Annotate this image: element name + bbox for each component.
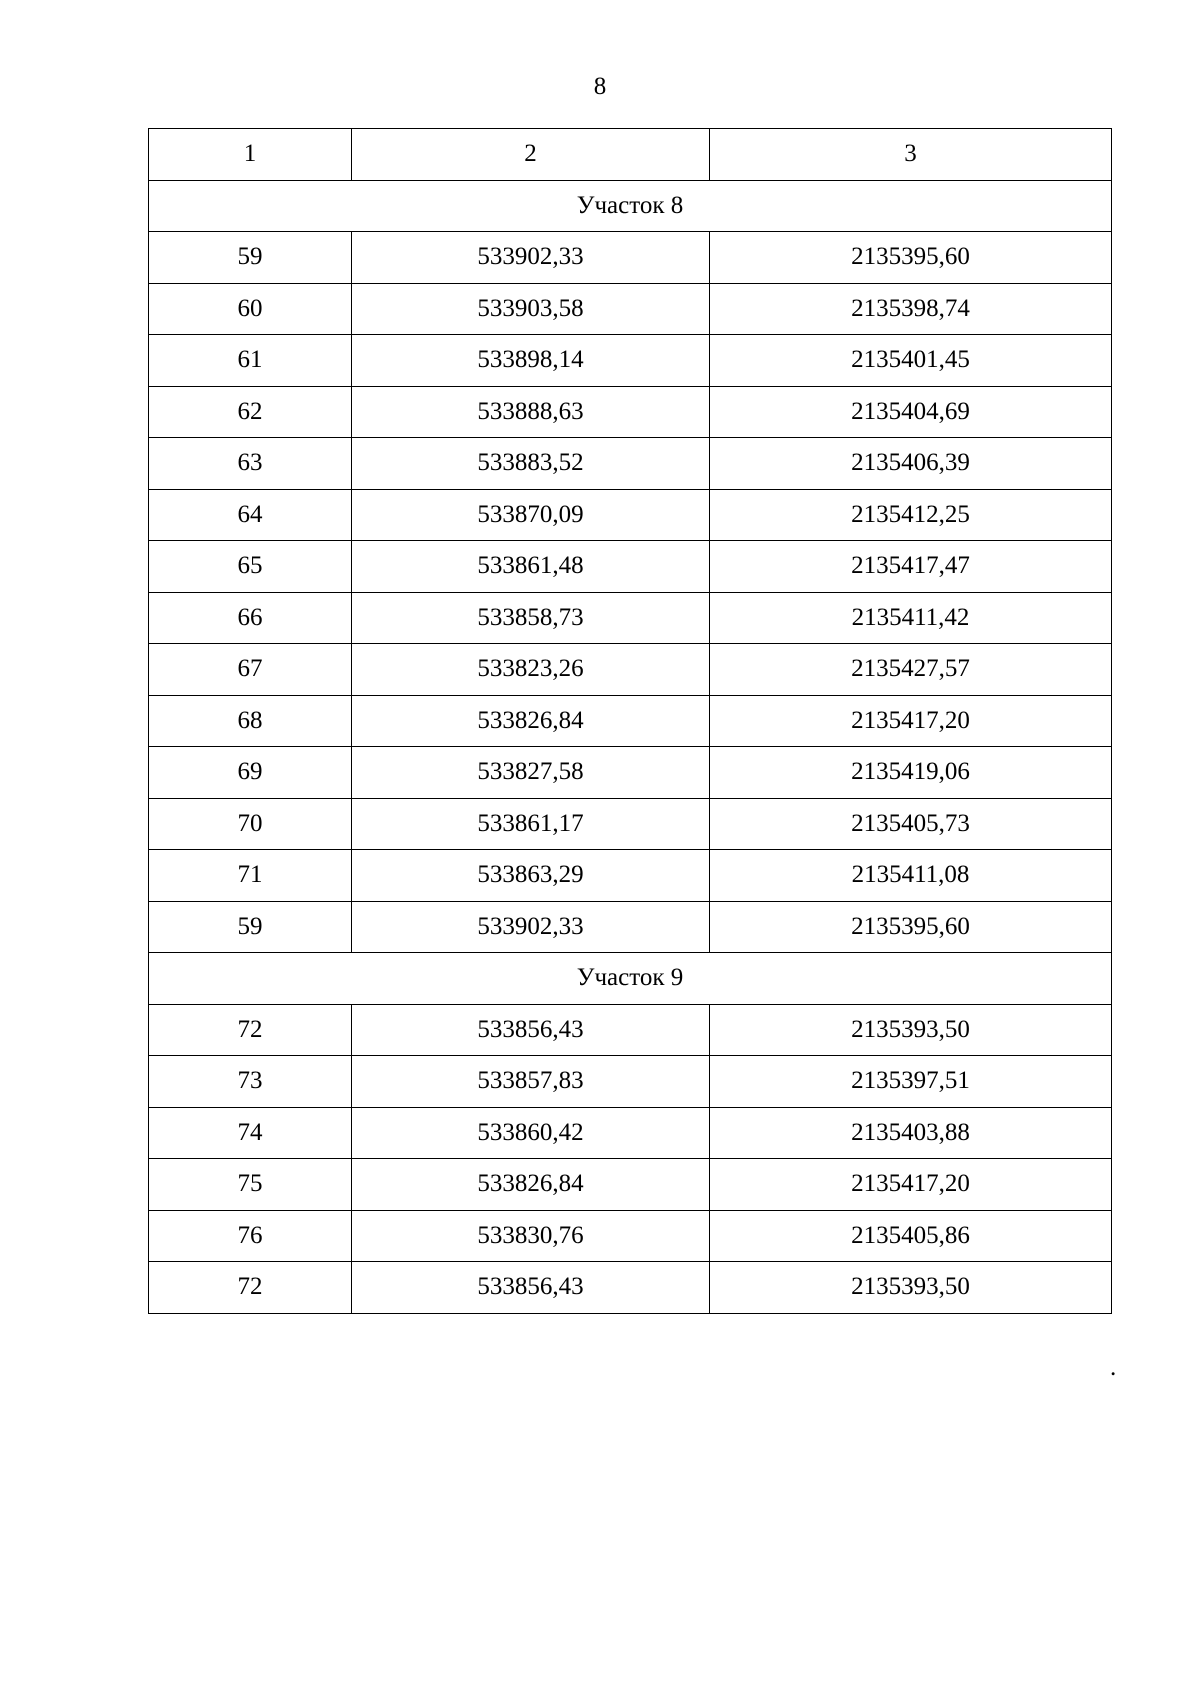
point-number-cell: 75 <box>149 1159 352 1211</box>
x-coordinate-cell: 533826,84 <box>352 1159 710 1211</box>
table-row <box>149 695 1112 747</box>
table-row <box>149 232 1112 284</box>
table-row <box>149 1107 1112 1159</box>
table-row <box>149 1159 1112 1211</box>
table-row <box>149 438 1112 490</box>
x-coordinate-cell: 533861,17 <box>352 798 710 850</box>
table-row <box>149 335 1112 387</box>
point-number-cell: 63 <box>149 438 352 490</box>
x-coordinate-cell: 533883,52 <box>352 438 710 490</box>
x-coordinate-cell: 533856,43 <box>352 1004 710 1056</box>
table-row <box>149 1262 1112 1314</box>
point-number-cell: 74 <box>149 1107 352 1159</box>
y-coordinate-cell: 2135393,50 <box>710 1262 1112 1314</box>
page-number: 8 <box>593 73 607 100</box>
point-number-cell: 60 <box>149 283 352 335</box>
table-row <box>149 489 1112 541</box>
point-number-cell: 67 <box>149 644 352 696</box>
coordinates-table <box>148 128 1112 1314</box>
table-header-row <box>149 129 1112 181</box>
y-coordinate-cell: 2135405,73 <box>710 798 1112 850</box>
x-coordinate-cell: 533903,58 <box>352 283 710 335</box>
point-number-cell: 66 <box>149 592 352 644</box>
table-row <box>149 1056 1112 1108</box>
x-coordinate-cell: 533858,73 <box>352 592 710 644</box>
y-coordinate-cell: 2135419,06 <box>710 747 1112 799</box>
point-number-cell: 73 <box>149 1056 352 1108</box>
x-coordinate-cell: 533860,42 <box>352 1107 710 1159</box>
table-row <box>149 644 1112 696</box>
section-title: Участок 8 <box>149 180 1112 232</box>
y-coordinate-cell: 2135427,57 <box>710 644 1112 696</box>
point-number-cell: 71 <box>149 850 352 902</box>
section-title: Участок 9 <box>149 953 1112 1005</box>
table-row <box>149 747 1112 799</box>
point-number-cell: 65 <box>149 541 352 593</box>
y-coordinate-cell: 2135398,74 <box>710 283 1112 335</box>
x-coordinate-cell: 533856,43 <box>352 1262 710 1314</box>
header-cell-2: 2 <box>352 129 710 181</box>
y-coordinate-cell: 2135393,50 <box>710 1004 1112 1056</box>
y-coordinate-cell: 2135411,42 <box>710 592 1112 644</box>
header-cell-1: 1 <box>149 129 352 181</box>
y-coordinate-cell: 2135404,69 <box>710 386 1112 438</box>
point-number-cell: 64 <box>149 489 352 541</box>
point-number-cell: 59 <box>149 232 352 284</box>
point-number-cell: 68 <box>149 695 352 747</box>
table-row <box>149 901 1112 953</box>
y-coordinate-cell: 2135417,47 <box>710 541 1112 593</box>
point-number-cell: 72 <box>149 1004 352 1056</box>
y-coordinate-cell: 2135397,51 <box>710 1056 1112 1108</box>
x-coordinate-cell: 533826,84 <box>352 695 710 747</box>
point-number-cell: 76 <box>149 1210 352 1262</box>
x-coordinate-cell: 533830,76 <box>352 1210 710 1262</box>
y-coordinate-cell: 2135417,20 <box>710 695 1112 747</box>
x-coordinate-cell: 533888,63 <box>352 386 710 438</box>
section-row <box>149 180 1112 232</box>
x-coordinate-cell: 533861,48 <box>352 541 710 593</box>
point-number-cell: 59 <box>149 901 352 953</box>
point-number-cell: 61 <box>149 335 352 387</box>
header-cell-3: 3 <box>710 129 1112 181</box>
table-row <box>149 283 1112 335</box>
x-coordinate-cell: 533902,33 <box>352 232 710 284</box>
x-coordinate-cell: 533902,33 <box>352 901 710 953</box>
table-row <box>149 386 1112 438</box>
x-coordinate-cell: 533857,83 <box>352 1056 710 1108</box>
trailing-mark: . <box>1110 1354 1117 1381</box>
x-coordinate-cell: 533827,58 <box>352 747 710 799</box>
point-number-cell: 72 <box>149 1262 352 1314</box>
x-coordinate-cell: 533898,14 <box>352 335 710 387</box>
point-number-cell: 62 <box>149 386 352 438</box>
y-coordinate-cell: 2135395,60 <box>710 232 1112 284</box>
y-coordinate-cell: 2135417,20 <box>710 1159 1112 1211</box>
x-coordinate-cell: 533870,09 <box>352 489 710 541</box>
table-row <box>149 541 1112 593</box>
table-row <box>149 1210 1112 1262</box>
y-coordinate-cell: 2135401,45 <box>710 335 1112 387</box>
y-coordinate-cell: 2135403,88 <box>710 1107 1112 1159</box>
y-coordinate-cell: 2135411,08 <box>710 850 1112 902</box>
table-row <box>149 592 1112 644</box>
coordinates-table-body <box>149 129 1112 1314</box>
y-coordinate-cell: 2135395,60 <box>710 901 1112 953</box>
table-row <box>149 850 1112 902</box>
point-number-cell: 69 <box>149 747 352 799</box>
table-row <box>149 798 1112 850</box>
y-coordinate-cell: 2135406,39 <box>710 438 1112 490</box>
y-coordinate-cell: 2135405,86 <box>710 1210 1112 1262</box>
x-coordinate-cell: 533823,26 <box>352 644 710 696</box>
x-coordinate-cell: 533863,29 <box>352 850 710 902</box>
section-row <box>149 953 1112 1005</box>
point-number-cell: 70 <box>149 798 352 850</box>
y-coordinate-cell: 2135412,25 <box>710 489 1112 541</box>
table-row <box>149 1004 1112 1056</box>
